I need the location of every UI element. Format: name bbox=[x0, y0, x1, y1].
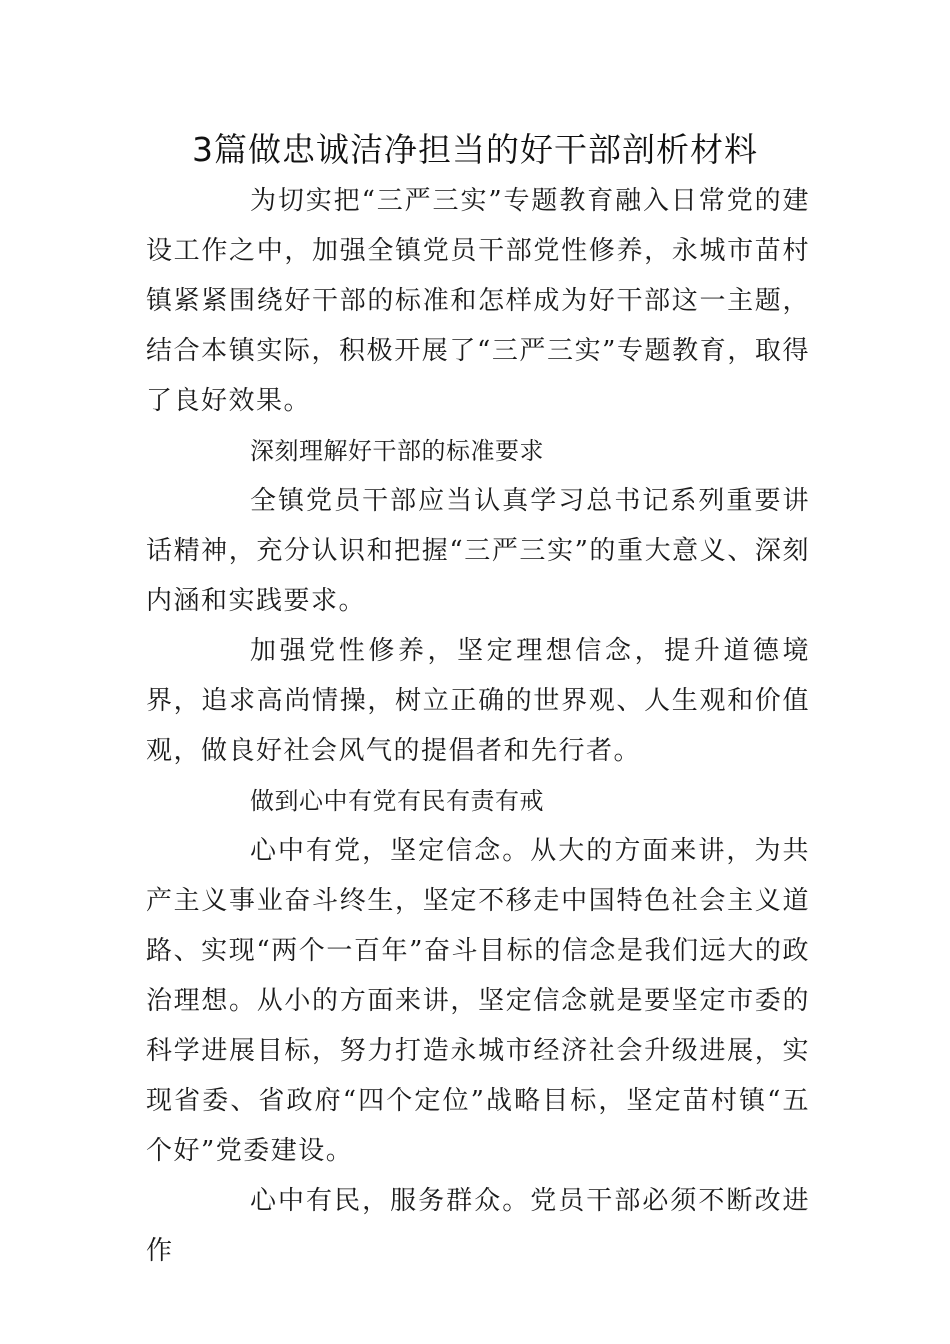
document-title: 3篇做忠诚洁净担当的好干部剖析材料 bbox=[192, 130, 758, 169]
paragraph-people: 心中有民，服务群众。党员干部必须不断改进作 bbox=[146, 1186, 810, 1266]
section-heading-standards: 深刻理解好干部的标准要求 bbox=[250, 437, 544, 465]
section-heading-heart: 做到心中有党有民有责有戒 bbox=[250, 787, 544, 815]
paragraph-party: 心中有党，坚定信念。从大的方面来讲，为共产主义事业奋斗终生，坚定不移走中国特色社会主义道路、实现“两个一百年”奋斗目标的信念是我们远大的政治理想。从小的方面来讲，坚定信念就是要坚定市委的科学进展目标，努力打造永城市经济社会升级进展，实现省委、省政府“四个定位”战略目标，坚定苗村镇“五个好”党委建设。 bbox=[146, 836, 810, 1166]
document-body bbox=[146, 176, 810, 1276]
paragraph-study: 全镇党员干部应当认真学习总书记系列重要讲话精神，充分认识和把握“三严三实”的重大意义、深刻内涵和实践要求。 bbox=[146, 486, 810, 616]
paragraph-cultivation: 加强党性修养，坚定理想信念，提升道德境界，追求高尚情操，树立正确的世界观、人生观和价值观，做良好社会风气的提倡者和先行者。 bbox=[146, 636, 810, 766]
paragraph-intro: 为切实把“三严三实”专题教育融入日常党的建设工作之中，加强全镇党员干部党性修养，永城市苗村镇紧紧围绕好干部的标准和怎样成为好干部这一主题，结合本镇实际，积极开展了“三严三实”专题教育，取得了良好效果。 bbox=[146, 186, 810, 416]
